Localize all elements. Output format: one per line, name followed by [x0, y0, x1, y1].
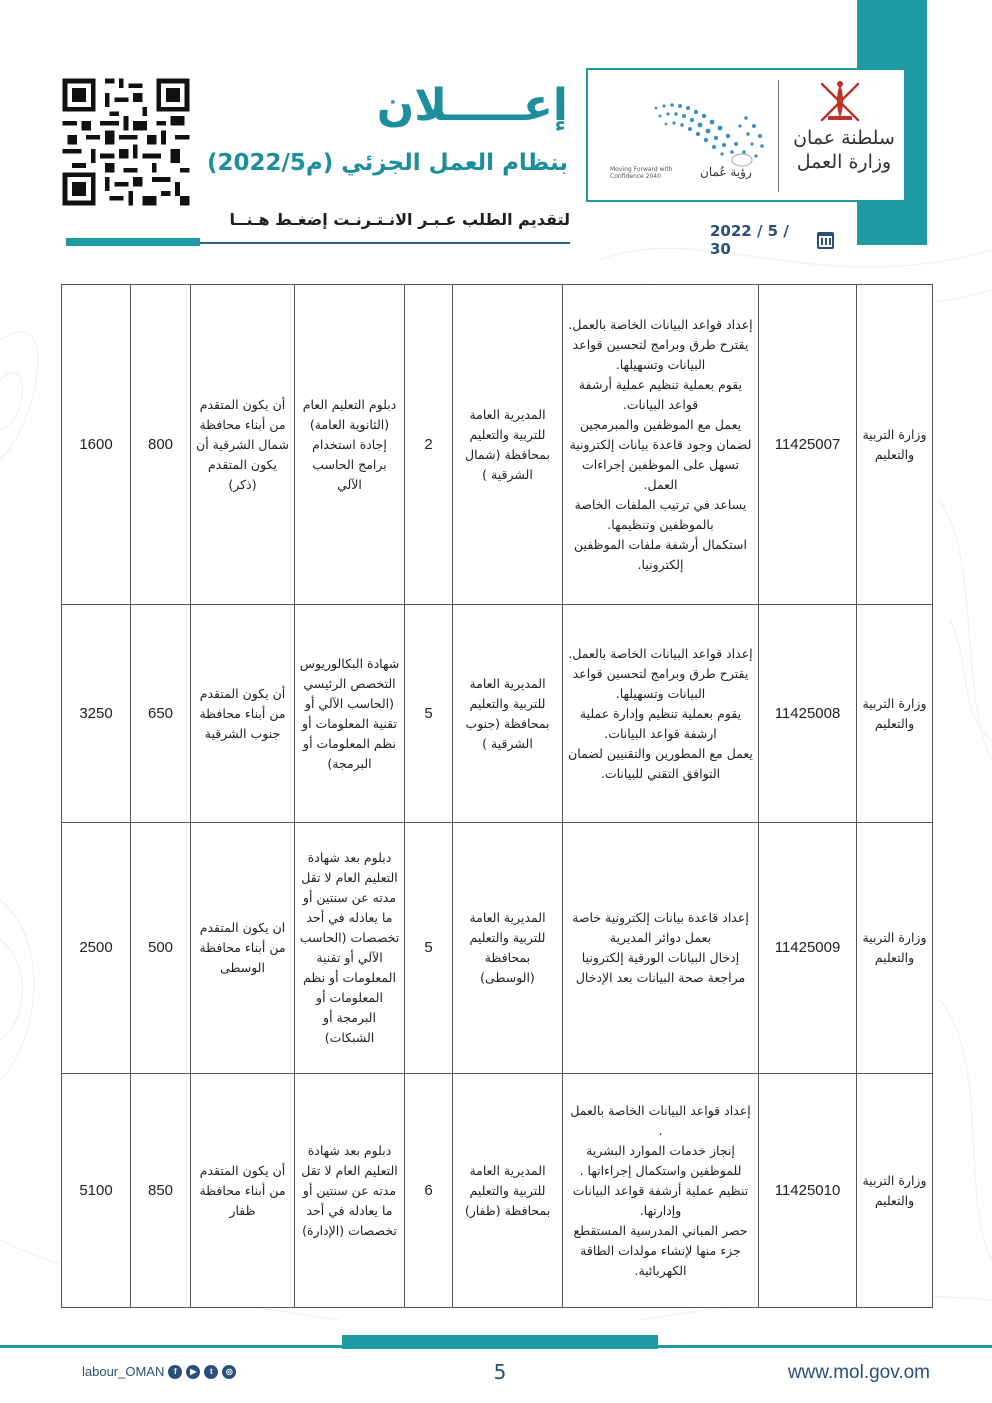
work-entity-cell: المديرية العامة للتربية والتعليم بمحافظة (جنوب الشرقية ): [453, 605, 563, 823]
ministry-name: [788, 126, 900, 174]
work-entity-cell: المديرية العامة للتربية والتعليم بمحافظة (ظفار): [453, 1074, 563, 1308]
youtube-icon[interactable]: ▶: [186, 1365, 200, 1379]
job-description-cell: [563, 285, 759, 605]
work-entity-cell: المديرية العامة للتربية والتعليم بمحافظة (شمال الشرقية ): [453, 285, 563, 605]
ministry-line-1: سلطنة عمان: [793, 127, 895, 149]
header-underline: [66, 238, 570, 246]
ministry-cell: وزارة التربية والتعليم: [857, 1074, 933, 1308]
ministry-line-2: وزارة العمل: [796, 151, 892, 173]
description-item: حصر المباني المدرسية المستقطع جزء منها لإنشاء مولدات الطاقة الكهربائية.: [573, 1222, 748, 1278]
monthly-wage-cell: 800: [131, 285, 191, 605]
vacancy-count-cell: 5: [405, 605, 453, 823]
ministry-cell: وزارة التربية والتعليم: [857, 823, 933, 1074]
footer-line: [0, 1345, 992, 1348]
description-item: يعمل مع المطورين والتقنيين لضمان التوافق التقني للبيانات.: [568, 745, 753, 781]
description-item: يقوم بعملية تنظيم عملية أرشفة قواعد البيانات.: [578, 376, 743, 412]
page-subtitle: بنظام العمل الجزئي (م2022/5): [206, 150, 568, 176]
description-item: يعمل مع الموظفين والمبرمجين لضمان وجود قاعدة بيانات إلكترونية تسهل على الموظفين إجراءات العمل.: [569, 416, 752, 492]
page-title: إعـــــلان: [376, 80, 568, 131]
table-row: [62, 823, 933, 1074]
qualification-cell: شهادة البكالوريوس التخصص الرئيسي (الحاسب الآلي أو تقنية المعلومات أو نظم المعلومات أو البرمجة): [295, 605, 405, 823]
description-item: يساعد في ترتيب الملفات الخاصة بالموظفين وتنظيمها.: [574, 496, 747, 532]
description-item: استكمال أرشفة ملفات الموظفين إلكترونيا.: [574, 536, 747, 572]
apply-online-link[interactable]: لتقديم الطلب عـبـر الانـتـرنـت إضغـط هـنــا: [229, 210, 570, 229]
monthly-wage-cell: 850: [131, 1074, 191, 1308]
description-item: يقوم بعملية تنظيم وإدارة عملية ارشفة قواعد البيانات.: [579, 705, 742, 741]
monthly-wage-cell: 500: [131, 823, 191, 1074]
facebook-icon[interactable]: f: [168, 1365, 182, 1379]
monthly-wage-cell: 650: [131, 605, 191, 823]
qr-code-icon[interactable]: [58, 74, 194, 210]
vacancy-count-cell: 2: [405, 285, 453, 605]
vacancy-count-cell: 6: [405, 1074, 453, 1308]
date-value: 2022 / 5 / 30: [710, 222, 789, 258]
table-row: [62, 1074, 933, 1308]
oman-emblem-icon: [814, 78, 866, 126]
table-row: [62, 605, 933, 823]
description-item: إعداد قواعد البيانات الخاصة بالعمل.: [568, 645, 753, 661]
instagram-icon[interactable]: ◎: [222, 1365, 236, 1379]
condition-cell: ان يكون المتقدم من أبناء محافظة الوسطى: [191, 823, 295, 1074]
description-item: إعداد قواعد البيانات الخاصة بالعمل.: [568, 316, 753, 332]
qualification-cell: دبلوم بعد شهادة التعليم العام لا تقل مدته عن سنتين أو ما يعادله في أحد تخصصات (الإدارة): [295, 1074, 405, 1308]
qualification-cell: دبلوم بعد شهادة التعليم العام لا تقل مدته عن سنتين أو ما يعادله في أحد تخصصات (الحاسب الآلي أو تقنية المعلومات أو نظم المعلومات أو البرمجة أو الشبكات): [295, 823, 405, 1074]
vacancy-count-cell: 5: [405, 823, 453, 1074]
description-item: يقترح طرق وبرامج لتحسين قواعد البيانات وتسهيلها.: [572, 336, 749, 372]
condition-cell: أن يكون المتقدم من أبناء محافظة ظفار: [191, 1074, 295, 1308]
description-item: تنظيم عملية أرشفة قواعد البيانات وإدارتها.: [572, 1182, 749, 1218]
page-number: 5: [493, 1360, 507, 1384]
vision-2040-graphic-icon: [636, 98, 776, 170]
total-amount-cell: 1600: [62, 285, 131, 605]
logo-panel: [586, 68, 906, 202]
job-description-cell: [563, 1074, 759, 1308]
work-entity-cell: المديرية العامة للتربية والتعليم بمحافظة (الوسطى): [453, 823, 563, 1074]
description-item: إعداد قواعد البيانات الخاصة بالعمل .: [570, 1102, 751, 1138]
twitter-icon[interactable]: t: [204, 1365, 218, 1379]
website-link[interactable]: www.mol.gov.om: [787, 1362, 930, 1383]
vision-slogan: [610, 166, 690, 180]
total-amount-cell: 3250: [62, 605, 131, 823]
job-code-cell: 11425007: [759, 285, 857, 605]
job-description-cell: [563, 823, 759, 1074]
job-code-cell: 11425010: [759, 1074, 857, 1308]
job-description-cell: [563, 605, 759, 823]
condition-cell: أن يكون المتقدم من أبناء محافظة شمال الشرقية أن يكون المتقدم (ذكر): [191, 285, 295, 605]
vision-label: رؤية عُمان: [700, 165, 752, 179]
job-code-cell: 11425008: [759, 605, 857, 823]
jobs-table: [61, 284, 932, 1308]
calendar-icon: [817, 232, 834, 249]
social-handle[interactable]: [82, 1364, 236, 1379]
social-handle-text: labour_OMAN: [82, 1364, 165, 1379]
vision-year: 2040: [645, 173, 661, 180]
job-code-cell: 11425009: [759, 823, 857, 1074]
description-item: إنجاز خدمات الموارد البشرية للموظفين واستكمال إجراءاتها .: [579, 1142, 742, 1178]
ministry-cell: وزارة التربية والتعليم: [857, 285, 933, 605]
announcement-date: [710, 222, 834, 258]
qualification-cell: دبلوم التعليم العام (الثانوية العامة) إجادة استخدام برامج الحاسب الآلي: [295, 285, 405, 605]
description-item: يقترح طرق وبرامج لتحسين قواعد البيانات وتسهيلها.: [572, 665, 749, 701]
logo-divider: [778, 80, 779, 192]
table-row: [62, 285, 933, 605]
vision-slogan-en: Moving Forward with Confidence: [610, 166, 673, 180]
condition-cell: أن يكون المتقدم من أبناء محافظة جنوب الشرقية: [191, 605, 295, 823]
ministry-cell: وزارة التربية والتعليم: [857, 605, 933, 823]
total-amount-cell: 2500: [62, 823, 131, 1074]
description-item: مراجعة صحة البيانات بعد الإدخال: [575, 970, 746, 985]
total-amount-cell: 5100: [62, 1074, 131, 1308]
description-item: إعداد قاعدة بيانات إلكترونية خاصة بعمل دوائر المديرية: [572, 910, 749, 945]
description-item: إدخال البيانات الورقية إلكترونيا: [581, 950, 740, 965]
